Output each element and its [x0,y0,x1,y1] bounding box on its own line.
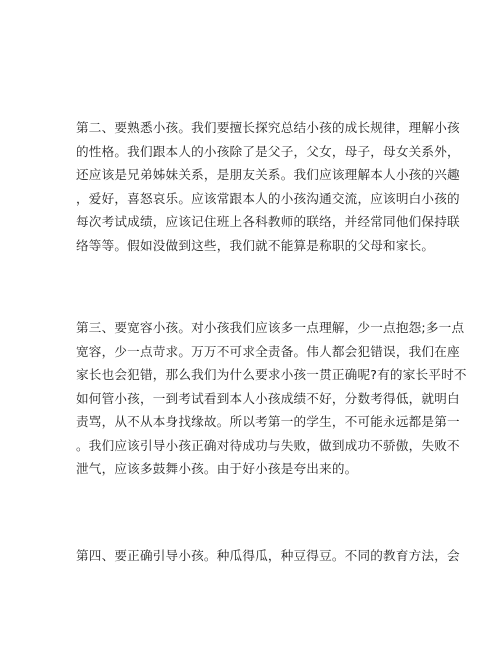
text-line: 如何管小孩，一到考试看到本人小孩成绩不好，分数考得低，就明白 [76,390,460,406]
text-line: 第四、要正确引导小孩。种瓜得瓜，种豆得豆。不同的教育方法，会 [76,548,460,563]
text-line: 。我们应该引导小孩正确对待成功与失败，做到成功不骄傲，失败不 [76,437,460,453]
text-line: 络等等。假如没做到这些，我们就不能算是称职的父母和家长。 [76,237,435,253]
text-line: 家长也会犯错，那么我们为什么要求小孩一贯正确呢?有的家长平时不 [76,367,467,382]
text-line: 宽容，少一点苛求。万万不可求全责备。伟人都会犯错误，我们在座 [76,343,460,359]
text-line: 的性格。我们跟本人的小孩除了是父子，父女，母子，母女关系外， [76,143,460,159]
text-line: 第二、要熟悉小孩。我们要擅长探究总结小孩的成长规律，理解小孩 [76,120,460,135]
paragraph-guide-child [76,544,460,568]
paragraph-tolerate-child [76,316,467,481]
text-line: 泄气，应该多鼓舞小孩。由于好小孩是夸出来的。 [76,461,358,476]
text-line: 第三、要宽容小孩。对小孩我们应该多一点理解，少一点抱怨;多一点 [76,320,465,335]
text-line: 每次考试成绩，应该记住班上各科教师的联络，并经常同他们保持联 [76,214,460,229]
text-line: ，爱好，喜怒哀乐。应该常跟本人的小孩沟通交流，应该明白小孩的 [76,190,460,206]
paragraph-know-child [76,116,460,257]
text-line: 还应该是兄弟姊妹关系，是朋友关系。我们应该理解本人小孩的兴趣 [76,167,460,182]
text-line: 责骂，从不从本身找缘故。所以考第一的学生，不可能永远都是第一 [76,414,460,429]
